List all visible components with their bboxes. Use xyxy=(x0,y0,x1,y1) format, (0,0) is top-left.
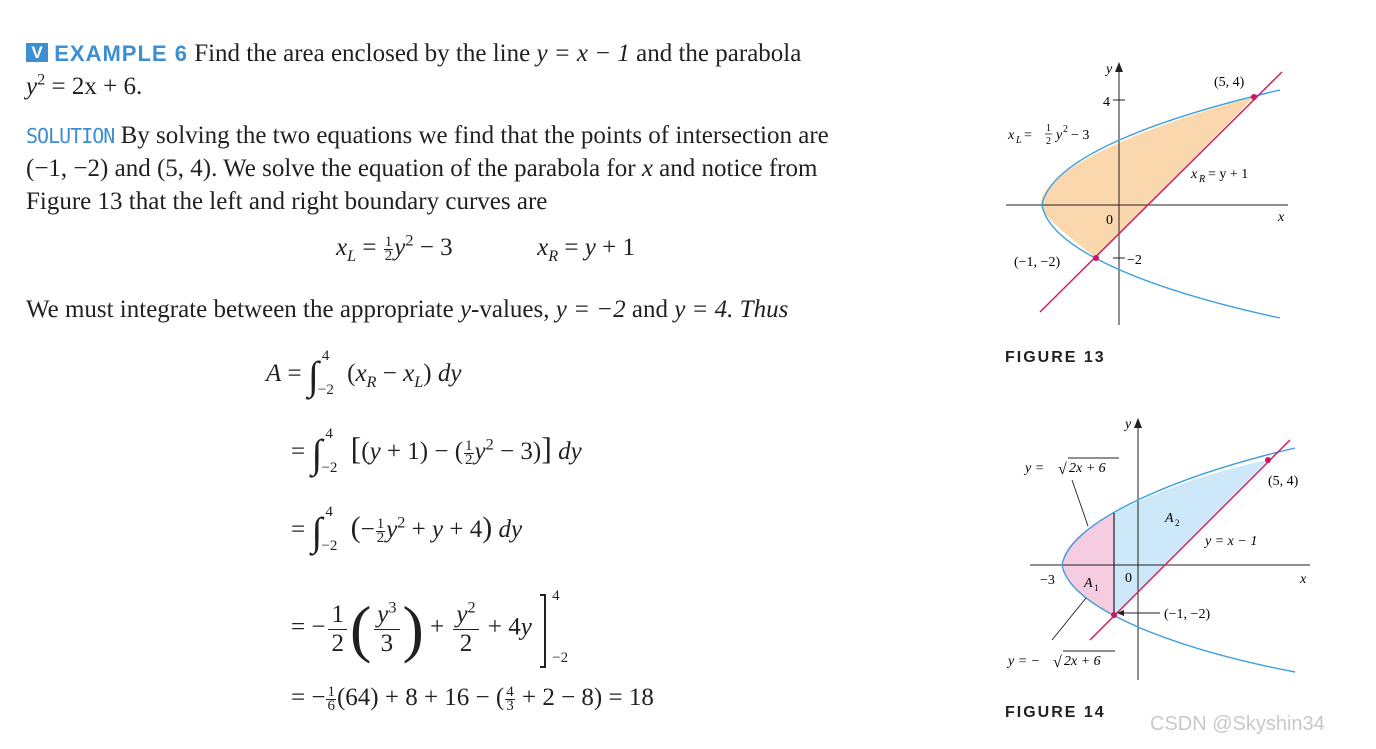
fig14-x-label: x xyxy=(1300,572,1307,587)
integral-step-2: = ∫ 4 −2 [(y + 1) − ( $\frac{1}{2}$ $y^2 - 3$)] dy xyxy=(291,426,582,476)
fig14-point-top xyxy=(1265,457,1271,463)
fig13-x-label: x xyxy=(1278,210,1285,225)
figure-14 xyxy=(1000,410,1315,685)
fig13-y-label: y xyxy=(1106,62,1113,77)
integral-step-3: = ∫ 4 −2 (− $\frac{1}{2}$ $y^2 + y + 4$) dy xyxy=(291,504,523,554)
svg-text:2x + 6: 2x + 6 xyxy=(1069,461,1106,476)
solution-label: SOLUTION xyxy=(26,124,115,148)
fig14-point-bottom-label: (−1, −2) xyxy=(1164,607,1211,622)
fig13-point-bottom-label: (−1, −2) xyxy=(1014,255,1061,270)
integral-result: = − $\frac{1}{6}$ (64) + 8 + 16 − ( $\frac{4}{3}$ + 2 − 8) = 18 xyxy=(291,683,654,714)
svg-text:A: A xyxy=(1084,576,1093,591)
svg-text:− 3: − 3 xyxy=(1071,128,1090,143)
parabola-equation: $y^2 = 2x + 6$. xyxy=(26,70,143,100)
example-heading xyxy=(26,38,801,70)
svg-text:y: y xyxy=(1056,128,1063,143)
svg-text:A: A xyxy=(1165,511,1174,526)
fig13-point-top xyxy=(1251,94,1257,100)
svg-text:=: = xyxy=(1024,128,1032,143)
fig14-arrow-bottom-curve xyxy=(1052,598,1086,640)
example-badge: V xyxy=(26,43,48,62)
fig13-tick-4-label: 4 xyxy=(1103,95,1110,110)
svg-text:1: 1 xyxy=(1046,123,1051,134)
example-statement-a: Find the area enclosed by the line xyxy=(194,40,531,67)
fig14-point-bottom xyxy=(1111,612,1117,618)
fig14-arrow-top-curve xyxy=(1072,480,1088,526)
figure-13-caption: FIGURE 13 xyxy=(1005,349,1106,366)
watermark: CSDN @Skyshin34 xyxy=(1150,713,1325,735)
svg-text:2x + 6: 2x + 6 xyxy=(1064,654,1101,669)
solution-line-3: Figure 13 that the left and right boundary curves are xyxy=(26,188,548,215)
solution-line-1: SOLUTION By solving the two equations we find that the points of intersection are xyxy=(26,122,829,149)
fig14-sqrt-bottom-label xyxy=(1006,651,1115,671)
example-statement-b: and the parabola xyxy=(636,40,802,67)
boundary-curves-equation: $x_L$ = $\frac{1}{2}$ $y^2 - 3$ $x_R = y + 1$ xyxy=(336,231,635,265)
fig14-tick-m3: −3 xyxy=(1040,573,1055,588)
integration-limits-text: We must integrate between the appropriate y-values, y = −2 and y = 4. Thus xyxy=(26,296,789,323)
fig14-point-top-label: (5, 4) xyxy=(1268,474,1299,489)
fig14-y-label: y xyxy=(1125,417,1132,432)
fig13-xl-label xyxy=(1007,123,1089,147)
fig14-origin: 0 xyxy=(1125,571,1132,586)
integral-step-1: A = ∫ 4 −2 $(x_R - x_L)$ dy xyxy=(266,348,462,398)
svg-text:√: √ xyxy=(1058,461,1067,478)
figure-13 xyxy=(1000,55,1300,335)
fig14-y-arrow xyxy=(1134,418,1142,428)
fig13-y-arrow xyxy=(1115,62,1123,72)
svg-text:L: L xyxy=(1016,135,1022,146)
svg-text:√: √ xyxy=(1053,654,1062,671)
fig13-point-top-label: (5, 4) xyxy=(1214,75,1245,90)
svg-text:= y + 1: = y + 1 xyxy=(1208,167,1249,182)
svg-text:2: 2 xyxy=(1063,124,1068,135)
fig13-origin-label: 0 xyxy=(1106,213,1113,228)
svg-text:2: 2 xyxy=(1175,518,1180,528)
svg-text:y = −: y = − xyxy=(1008,654,1041,669)
figure-14-caption: FIGURE 14 xyxy=(1005,704,1106,721)
svg-text:y =: y = xyxy=(1025,461,1045,476)
svg-text:x: x xyxy=(1008,128,1015,143)
line-equation: y = x − 1 xyxy=(536,40,630,67)
fig13-tick-m2-label: −2 xyxy=(1127,253,1142,268)
solution-line-2: (−1, −2) and (5, 4). We solve the equation of the parabola for x and notice from xyxy=(26,155,818,182)
svg-text:R: R xyxy=(1199,174,1206,185)
svg-text:1: 1 xyxy=(1094,583,1099,593)
integral-step-4: = − $\frac{1}{2}$ ( $\frac{y^3}{3}$ ) + $\frac{y^2}{2}$ + 4y 4 −2 xyxy=(291,588,569,666)
svg-text:x: x xyxy=(1191,167,1198,182)
fig14-line-label: y = x − 1 xyxy=(1205,534,1258,549)
fig14-sqrt-top-label xyxy=(1023,458,1119,478)
fig13-point-bottom xyxy=(1093,255,1099,261)
example-label: EXAMPLE 6 xyxy=(54,41,188,66)
fig13-xr-label xyxy=(1190,167,1248,185)
svg-text:2: 2 xyxy=(1046,136,1051,147)
